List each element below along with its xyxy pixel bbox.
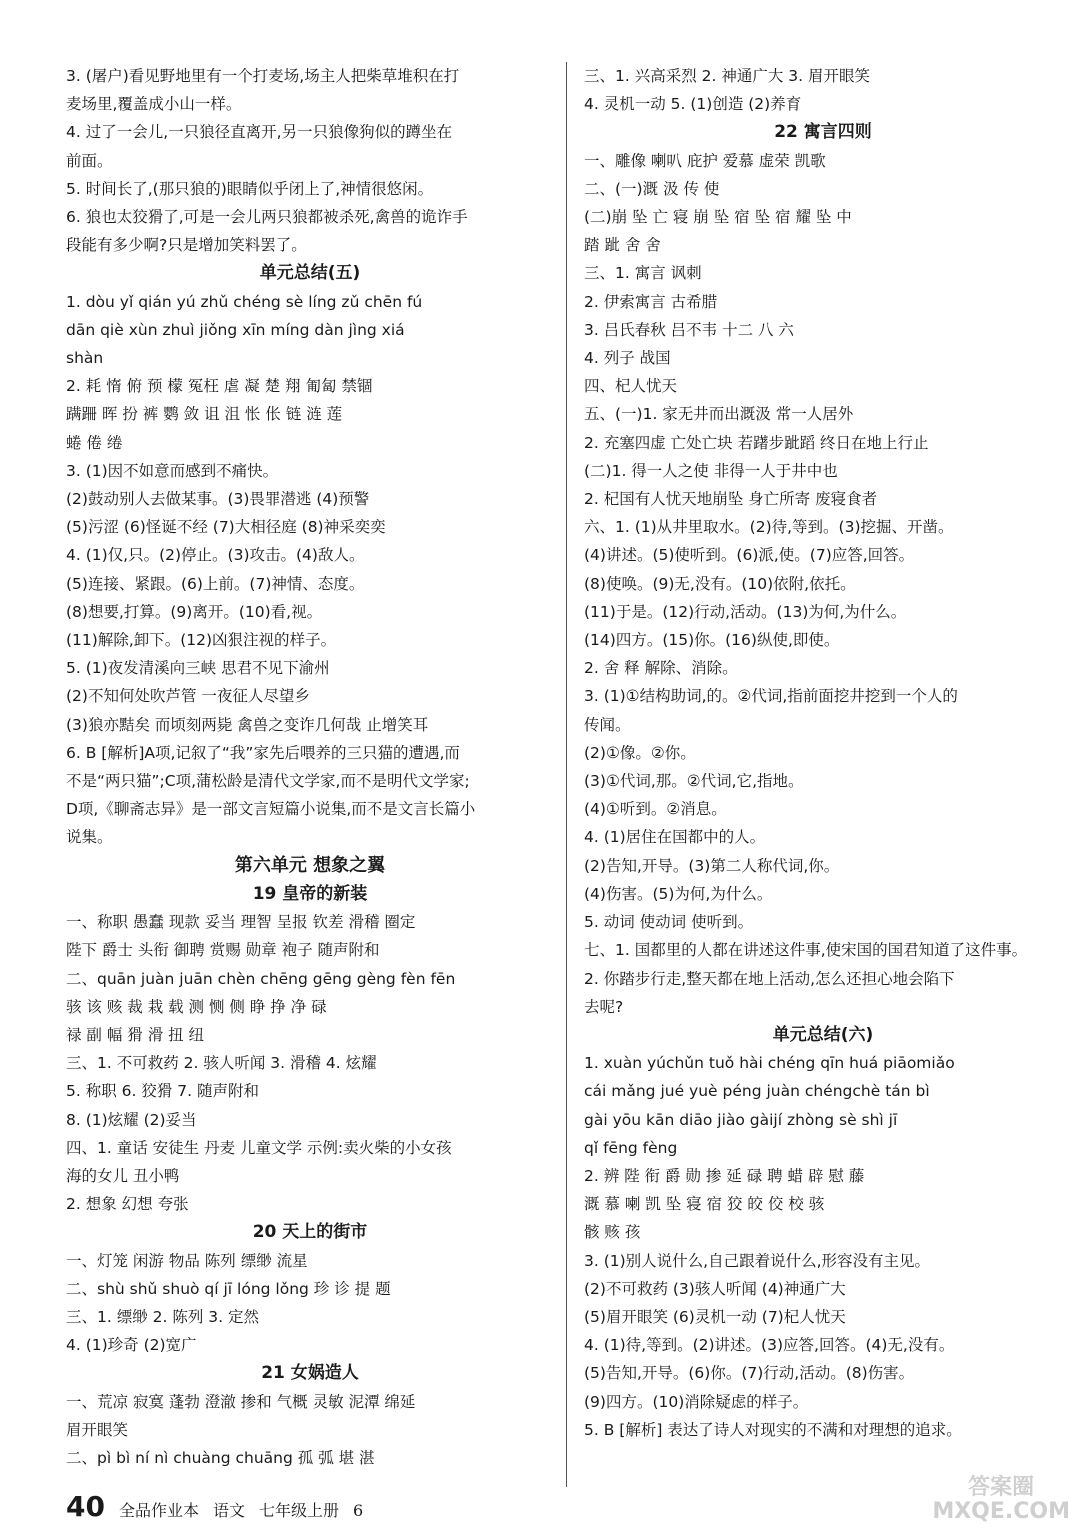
answer-line: (2)告知,开导。(3)第二人称代词,你。 <box>584 856 840 875</box>
answer-line: 眉开眼笑 <box>66 1420 129 1439</box>
answer-line: dān qiè xùn zhuì jiǒng xīn míng dàn jìng xiá <box>66 320 405 339</box>
section-heading: 19 皇帝的新装 <box>252 883 368 904</box>
answer-line: (4)①听到。②消息。 <box>584 800 727 819</box>
watermark-line2: MXQE.COM <box>932 1499 1070 1524</box>
answer-line: (11)解除,卸下。(12)凶狠注视的样子。 <box>66 631 337 650</box>
answer-line: 2. 杞国有人忧天地崩坠 身亡所寄 废寝食者 <box>584 490 878 509</box>
answer-line: 5. 称职 6. 狡猾 7. 随声附和 <box>66 1082 260 1101</box>
answer-line: 2. 充塞四虚 亡处亡块 若躇步跐蹈 终日在地上行止 <box>584 433 929 452</box>
answer-line: 二、(一)溉 汲 传 使 <box>584 179 720 198</box>
answer-line: 二、quān juàn juān chèn chēng gēng gèng fèn fēn <box>66 969 456 988</box>
page-footer <box>66 1490 363 1526</box>
answer-line: 踏 跐 舍 舍 <box>584 236 661 255</box>
answer-line: 5. 动词 使动词 使听到。 <box>584 913 754 932</box>
answer-line: 5. 时间长了,(那只狼的)眼睛似乎闭上了,神情很悠闲。 <box>66 179 434 198</box>
answer-line: 5. B [解析] 表达了诗人对现实的不满和对理想的追求。 <box>584 1420 962 1439</box>
answer-line: 三、1. 不可救药 2. 骇人听闻 3. 滑稽 4. 炫耀 <box>66 1054 377 1073</box>
answer-line: 2. 你踏步行走,整天都在地上活动,怎么还担心地会陷下 <box>584 969 955 988</box>
answer-line: 陛下 爵士 头衔 御聘 赏赐 勋章 袍子 随声附和 <box>66 941 380 960</box>
answer-line: (3)狼亦黠矣 而顷刻两毙 禽兽之变诈几何哉 止增笑耳 <box>66 715 429 734</box>
grade-label: 七年级上册 <box>259 1501 340 1520</box>
answer-line: 3. (1)别人说什么,自己跟着说什么,形容没有主见。 <box>584 1251 931 1270</box>
answer-line: 3. 吕氏春秋 吕不韦 十二 八 六 <box>584 320 794 339</box>
answer-line: 骇 该 赅 裁 栽 载 测 恻 侧 睁 挣 净 碌 <box>66 997 327 1016</box>
answer-line: 不是“两只猫”;C项,蒲松龄是清代文学家,而不是明代文学家; <box>66 772 470 791</box>
answer-line: 3. (1)因不如意而感到不痛快。 <box>66 461 279 480</box>
watermark-line1: 答案圈 <box>968 1475 1035 1500</box>
left-column <box>66 62 554 1472</box>
answer-line: 六、1. (1)从井里取水。(2)待,等到。(3)挖掘、开凿。 <box>584 518 954 537</box>
answer-line: 七、1. 国都里的人都在讲述这件事,使宋国的国君知道了这件事。 <box>584 941 1028 960</box>
section-heading: 20 天上的街市 <box>252 1222 368 1243</box>
unit-label: 6 <box>353 1501 364 1520</box>
answer-line: 四、杞人忧天 <box>584 377 678 396</box>
answer-line: 4. (1)居住在国都中的人。 <box>584 828 766 847</box>
answer-line: (8)使唤。(9)无,没有。(10)依附,依托。 <box>584 574 856 593</box>
answer-line: 2. 耗 惰 俯 预 檬 冤枉 虐 凝 楚 翔 匍匐 禁锢 <box>66 377 373 396</box>
section-heading: 21 女娲造人 <box>261 1363 359 1384</box>
watermark-logo <box>932 1476 1070 1524</box>
column-divider <box>566 62 567 1487</box>
answer-line: 6. 狼也太狡猾了,可是一会儿两只狼都被杀死,禽兽的诡诈手 <box>66 208 468 227</box>
answer-line: 三、1. 缥缈 2. 陈列 3. 定然 <box>66 1307 260 1326</box>
answer-line: 传闻。 <box>584 715 631 734</box>
answer-line: 3. (1)①结构助词,的。②代词,指前面挖井挖到一个人的 <box>584 687 958 706</box>
answer-line: cái mǎng jué yuè péng juàn chéngchè tán bì <box>584 1082 930 1101</box>
answer-line: 前面。 <box>66 151 113 170</box>
answer-line: 4. 列子 战国 <box>584 349 671 368</box>
section-heading: 单元总结(六) <box>772 1024 874 1045</box>
answer-line: 2. 辨 陛 衔 爵 勋 掺 延 碌 聘 蜡 辟 慰 藤 <box>584 1166 865 1185</box>
answer-line: (11)于是。(12)行动,活动。(13)为何,为什么。 <box>584 602 907 621</box>
right-column <box>584 62 1062 1444</box>
answer-line: 二、pì bì ní nì chuàng chuāng 孤 弧 堪 湛 <box>66 1448 375 1467</box>
answer-line: 五、(一)1. 家无井而出溉汲 常一人居外 <box>584 405 854 424</box>
answer-line: 禄 副 幅 猾 滑 扭 纽 <box>66 1025 205 1044</box>
answer-line: 2. 想象 幻想 夸张 <box>66 1195 189 1214</box>
answer-line: 骸 赅 孩 <box>584 1223 641 1242</box>
answer-line: (5)告知,开导。(6)你。(7)行动,活动。(8)伤害。 <box>584 1364 915 1383</box>
answer-line: (3)①代词,那。②代词,它,指地。 <box>584 772 804 791</box>
answer-line: 4. (1)待,等到。(2)讲述。(3)应答,回答。(4)无,没有。 <box>584 1336 955 1355</box>
answer-line: 溉 慕 喇 凯 坠 寝 宿 狡 皎 佼 校 骇 <box>584 1195 825 1214</box>
page-number: 40 <box>66 1490 105 1523</box>
answer-line: 4. (1)仅,只。(2)停止。(3)攻击。(4)敌人。 <box>66 546 365 565</box>
answer-line: 4. 过了一会儿,一只狼径直离开,另一只狼像狗似的蹲坐在 <box>66 123 453 142</box>
answer-line: (8)想要,打算。(9)离开。(10)看,视。 <box>66 602 323 621</box>
answer-line: shàn <box>66 349 104 368</box>
section-heading: 单元总结(五) <box>259 263 361 284</box>
answer-line: 6. B [解析]A项,记叙了“我”家先后喂养的三只猫的遭遇,而 <box>66 743 460 762</box>
answer-line: (5)污涩 (6)怪诞不经 (7)大相径庭 (8)神采奕奕 <box>66 518 386 537</box>
answer-line: D项,《聊斋志异》是一部文言短篇小说集,而不是文言长篇小 <box>66 800 476 819</box>
answer-line: (2)不可救药 (3)骇人听闻 (4)神通广大 <box>584 1279 846 1298</box>
answer-line: 1. dòu yǐ qián yú zhǔ chéng sè líng zǔ chēn fú <box>66 292 423 311</box>
answer-line: 4. (1)珍奇 (2)宽广 <box>66 1336 197 1355</box>
answer-line: (4)伤害。(5)为何,为什么。 <box>584 884 773 903</box>
book-title: 全品作业本 <box>118 1501 199 1520</box>
answer-line: (2)不知何处吹芦管 一夜征人尽望乡 <box>66 687 310 706</box>
section-heading: 22 寓言四则 <box>774 122 872 143</box>
answer-line: 一、称职 愚蠢 现款 妥当 理智 呈报 钦差 滑稽 圈定 <box>66 913 416 932</box>
answer-line: gài yōu kān diāo jiào gàijí zhòng sè shì jī <box>584 1110 898 1129</box>
answer-line: 蹒跚 晖 扮 裤 鹦 敛 诅 沮 怅 伥 链 涟 莲 <box>66 405 343 424</box>
answer-line: (5)连接、紧跟。(6)上前。(7)神情、态度。 <box>66 574 365 593</box>
answer-line: 海的女儿 丑小鸭 <box>66 1166 180 1185</box>
answer-line: (2)①像。②你。 <box>584 743 696 762</box>
answer-line: 3. (屠户)看见野地里有一个打麦场,场主人把柴草堆积在打 <box>66 67 460 85</box>
answer-line: 三、1. 寓言 讽刺 <box>584 264 702 283</box>
answer-line: 4. 灵机一动 5. (1)创造 (2)养育 <box>584 95 802 114</box>
answer-line: 8. (1)炫耀 (2)妥当 <box>66 1110 197 1129</box>
answer-line: 四、1. 童话 安徒生 丹麦 儿童文学 示例:卖火柴的小女孩 <box>66 1138 452 1157</box>
answer-line: 蜷 倦 绻 <box>66 433 123 452</box>
answer-line: (14)四方。(15)你。(16)纵使,即使。 <box>584 631 840 650</box>
answer-line: 三、1. 兴高采烈 2. 神通广大 3. 眉开眼笑 <box>584 67 871 85</box>
unit-heading: 第六单元 想象之翼 <box>234 854 386 876</box>
answer-line: 1. xuàn yúchǔn tuǒ hài chéng qīn huá piāomiǎo <box>584 1054 955 1073</box>
answer-line: 麦场里,覆盖成小山一样。 <box>66 95 242 114</box>
answer-line: 说集。 <box>66 828 113 847</box>
answer-line: (二)崩 坠 亡 寝 崩 坠 宿 坠 宿 耀 坠 中 <box>584 208 852 227</box>
answer-line: 2. 舍 释 解除、消除。 <box>584 659 738 678</box>
answer-line: 二、shù shǔ shuò qí jī lóng lǒng 珍 诊 提 题 <box>66 1279 391 1298</box>
answer-line: qǐ fēng fèng <box>584 1138 678 1157</box>
answer-line: (二)1. 得一人之使 非得一人于井中也 <box>584 461 838 480</box>
answer-line: 一、荒凉 寂寞 蓬勃 澄澈 掺和 气概 灵敏 泥潭 绵延 <box>66 1392 416 1411</box>
answer-line: 段能有多少啊?只是增加笑料罢了。 <box>66 236 307 255</box>
answer-line: 2. 伊索寓言 古希腊 <box>584 292 718 311</box>
answer-line: (5)眉开眼笑 (6)灵机一动 (7)杞人忧天 <box>584 1307 846 1326</box>
answer-line: (9)四方。(10)消除疑虑的样子。 <box>584 1392 809 1411</box>
answer-line: 5. (1)夜发清溪向三峡 思君不见下渝州 <box>66 659 330 678</box>
answer-line: 一、灯笼 闲游 物品 陈列 缥缈 流星 <box>66 1251 308 1270</box>
answer-line: (4)讲述。(5)使听到。(6)派,使。(7)应答,回答。 <box>584 546 915 565</box>
subject-label: 语文 <box>212 1501 245 1520</box>
answer-line: (2)鼓动别人去做某事。(3)畏罪潜逃 (4)预警 <box>66 490 370 509</box>
answer-line: 去呢? <box>584 997 624 1016</box>
answer-line: 一、雕像 喇叭 庇护 爱慕 虚荣 凯歌 <box>584 151 826 170</box>
